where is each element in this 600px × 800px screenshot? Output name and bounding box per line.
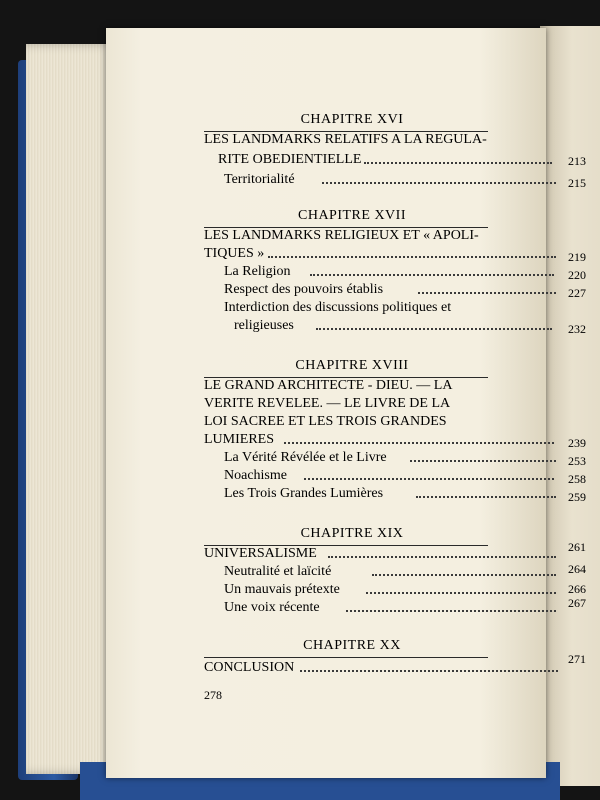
toc-entry: [204, 264, 586, 282]
toc-page-number: 271: [568, 652, 586, 666]
toc-entry-title: religieuses: [234, 318, 294, 333]
leader-dots: [416, 486, 556, 498]
toc-page-number: 219: [568, 250, 586, 264]
toc-entry: [204, 582, 586, 600]
toc-entry: [204, 414, 586, 432]
leader-dots: [322, 172, 556, 184]
leader-dots: [284, 432, 554, 444]
leader-dots: [310, 264, 554, 276]
toc-entry-title: LOI SACREE ET LES TROIS GRANDES: [204, 414, 447, 429]
leader-dots: [410, 450, 556, 462]
toc-entry: [204, 450, 586, 468]
toc-entry: [204, 396, 586, 414]
toc-entry-title: VERITE REVELEE. — LE LIVRE DE LA: [204, 396, 451, 411]
leader-dots: [418, 282, 556, 294]
toc-entry-title: LUMIERES: [204, 432, 274, 447]
toc-page-number: 259: [568, 490, 586, 504]
toc-entry-title: TIQUES »: [204, 246, 265, 261]
toc-entry: [204, 228, 586, 246]
toc-entry-title: CONCLUSION: [204, 660, 295, 675]
toc-entry: [204, 300, 586, 318]
toc-page-number: 258: [568, 472, 586, 486]
toc-entry-title: UNIVERSALISME: [204, 546, 317, 561]
toc-page-number: 239: [568, 436, 586, 450]
leader-dots: [364, 152, 552, 164]
leader-dots: [372, 564, 556, 576]
toc-page-number: 213: [568, 154, 586, 168]
toc-page-number: 220: [568, 268, 586, 282]
toc-entry-title: Un mauvais prétexte: [224, 582, 340, 597]
toc-entry: [204, 596, 586, 618]
toc-page-number: 215: [568, 176, 586, 190]
toc-entry: [204, 172, 586, 190]
toc-entry: [204, 282, 586, 300]
chapter-heading: CHAPITRE XVI: [300, 112, 404, 127]
chapter-heading: CHAPITRE XVII: [298, 208, 406, 223]
toc-entry-title: La Religion: [224, 264, 291, 279]
toc-entry-title: Neutralité et laïcité: [224, 564, 332, 579]
toc-entry-title: La Vérité Révélée et le Livre: [224, 450, 387, 465]
toc-entry-title: Respect des pouvoirs établis: [224, 282, 384, 297]
toc-page-number: 261: [568, 540, 586, 554]
toc-entry: [204, 468, 586, 486]
toc-entry: [204, 564, 586, 582]
leader-dots: [316, 318, 552, 330]
toc-entry-title: Interdiction des discussions politiques et: [224, 300, 452, 315]
page-edges: [26, 44, 116, 774]
toc-page-number: 232: [568, 322, 586, 336]
toc-page-number: 227: [568, 286, 586, 300]
toc-entry: [204, 152, 586, 170]
chapter-heading: CHAPITRE XIX: [300, 526, 404, 541]
toc-entry: [204, 378, 586, 396]
toc-entry-title: RITE OBEDIENTIELLE: [218, 152, 362, 167]
toc-page-number: 264: [568, 562, 586, 576]
toc-entry: [204, 486, 586, 504]
toc-entry-title: LES LANDMARKS RELIGIEUX ET « APOLI-: [204, 228, 479, 243]
book-page: [106, 28, 586, 778]
leader-dots: [300, 660, 558, 672]
chapter-rule: [204, 657, 488, 658]
toc-entry-title: Une voix récente: [224, 600, 320, 615]
toc-entry: [204, 432, 586, 450]
toc-entry: [204, 132, 586, 150]
leader-dots: [304, 468, 554, 480]
toc-page-number: 253: [568, 454, 586, 468]
toc-entry: [204, 652, 586, 678]
toc-entry-title: Noachisme: [224, 468, 287, 483]
toc-entry-title: Territorialité: [224, 172, 295, 187]
toc-page-number: 266: [568, 582, 586, 596]
leader-dots: [268, 246, 556, 258]
toc-entry: [204, 318, 586, 336]
toc-entry-title: LE GRAND ARCHITECTE - DIEU. — LA: [204, 378, 453, 393]
toc-entry-title: Les Trois Grandes Lumières: [224, 486, 384, 501]
page-number: 278: [204, 688, 222, 702]
chapter-heading: CHAPITRE XX: [303, 638, 401, 653]
toc-entry: [204, 540, 586, 564]
toc-entry-title: LES LANDMARKS RELATIFS A LA REGULA-: [204, 132, 487, 147]
chapter-heading: CHAPITRE XVIII: [295, 358, 409, 373]
toc-page-number: 267: [568, 596, 586, 610]
leader-dots: [346, 600, 556, 612]
leader-dots: [328, 546, 556, 558]
leader-dots: [366, 582, 556, 594]
toc-entry: [204, 246, 586, 264]
